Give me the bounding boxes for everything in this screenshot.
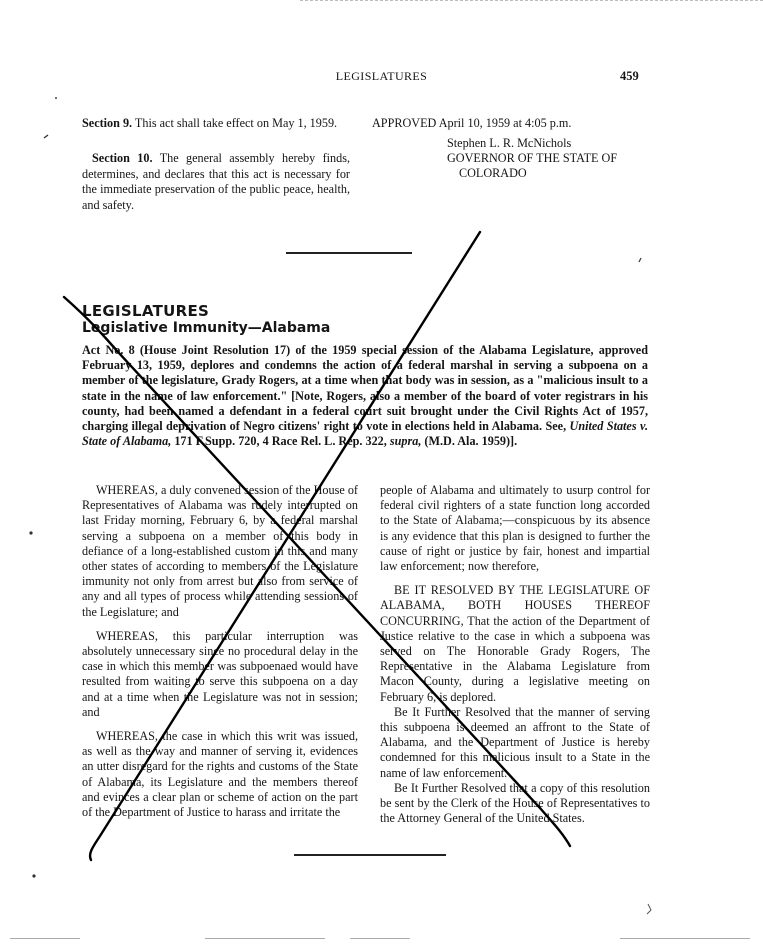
section-divider [286, 252, 412, 254]
end-divider [294, 854, 446, 856]
governor-title-line-1: GOVERNOR OF THE STATE OF [447, 151, 618, 165]
left-column [82, 483, 358, 829]
abstract-case-name: United States v. State of Alabama, [82, 419, 648, 449]
page-number: 459 [620, 69, 639, 83]
section-9 [82, 116, 350, 132]
right-column [380, 483, 650, 826]
scan-edge-dashes [620, 938, 750, 939]
section-10-text: The general assembly hereby finds, determines, and declares that this act is necessary for the immediate preservation of the public peace, health, and safety. [82, 151, 351, 212]
abstract-citation: 171 F.Supp. 720, 4 Race Rel. L. Rep. 322, [171, 434, 390, 449]
abstract-main: Act No. 8 (House Joint Resolution 17) of the 1959 special session of the Alabama Legislature, approved February 13, 1959, deplores and condemns the action of a federal marshal in serving a subpoena on a member of the legislature, Grady Rogers, at a time when that body was in session, as a "malicious insult to a state in the name of law enforcement." [Note, Rogers, also a member of the board of voter registrars in his county, had been named a defendant in a federal court suit brought under the Civil Rights Act of 1957, charging illegal deprivation of Negro citizens' right to vote in elections held in Alabama. See, [82, 343, 648, 434]
whereas-continuation: people of Alabama and ultimately to usurp control for federal civil righters of a state function long accorded to the State of Alabama;—conspicuous by its absence is any evidence that this plan is designed to further the cause of right or justice by fair, honest and impartial law enforcement; now therefore, [380, 483, 650, 574]
scan-edge-dashes [205, 938, 325, 939]
stray-mark [647, 904, 651, 914]
further-resolved-2: Be It Further Resolved that a copy of this resolution be sent by the Clerk of the House of Representatives to the Attorney General of the United States. [380, 780, 650, 826]
article-subheading: Legislative Immunity—Alabama [82, 320, 331, 336]
scan-edge-dashes [300, 0, 763, 3]
running-title: LEGISLATURES [335, 69, 428, 83]
stray-mark [44, 135, 48, 138]
resolved-caps: BE IT RESOLVED BY THE LEGISLATURE OF ALABAMA, BOTH HOUSES THEREOF CONCURRING, [380, 583, 650, 628]
act-abstract [82, 343, 648, 449]
stray-dot [32, 874, 35, 877]
section-9-label: Section 9. [82, 116, 133, 130]
section-9-text: This act shall take effect on May 1, 1959. [132, 116, 338, 130]
governor-signature-block [447, 136, 617, 181]
governor-title-line-2: COLORADO [459, 166, 527, 180]
abstract-end: (M.D. Ala. 1959)]. [421, 434, 518, 449]
resolved-paragraph [380, 583, 650, 705]
stray-mark [639, 258, 641, 262]
approval-line: APPROVED April 10, 1959 at 4:05 p.m. [372, 116, 572, 130]
scan-edge-dashes [10, 938, 80, 939]
stray-dot [55, 97, 57, 99]
scan-edge-dashes [350, 938, 410, 939]
resolved-text: That the action of the Department of Justice relative to the case in which a subpoena was served on The Honorable Grady Rogers, The Representative in the Alabama Legislature from Macon County, during a legislative meeting on February 6, is deplored. [380, 613, 650, 704]
section-10 [82, 151, 350, 213]
whereas-paragraph-1: WHEREAS, a duly convened session of the House of Representatives of Alabama was rudely interrupted on last Friday morning, February 6, by a federal marshal serving a subpoena on a member of this body in defiance of a long-established custom in this and many other states of according to members of the Legislature immunity not only from arrest but also from service of any and all types of process while attending sessions of the Legislature; and [82, 483, 358, 619]
section-10-label: Section 10. [92, 151, 153, 165]
further-resolved-1: Be It Further Resolved that the manner of serving this subpoena is deemed an affront to the State of Alabama, and the Department of Justice is hereby condemned for this malicious insult to a State in the name of law enforcement. [380, 704, 650, 780]
whereas-paragraph-3: WHEREAS, the case in which this writ was issued, as well as the way and manner of serving it, evidences an utter disregard for the rights and customs of the State of Alabama, its Legislature and the members thereof and evinces a clear plan or scheme of action on the part of the Department of Justice to harass and irritate the [82, 729, 358, 820]
whereas-paragraph-2: WHEREAS, this particular interruption was absolutely unnecessary since no procedural delay in the case in which this member was subpoenaed would have resulted from waiting to serve this subpoena on a day and at a time when the Legislature was not in session; and [82, 628, 358, 719]
stray-dot [29, 531, 32, 534]
governor-name: Stephen L. R. McNichols [447, 136, 572, 150]
article-heading: LEGISLATURES [82, 302, 210, 320]
abstract-supra: supra, [389, 434, 422, 449]
